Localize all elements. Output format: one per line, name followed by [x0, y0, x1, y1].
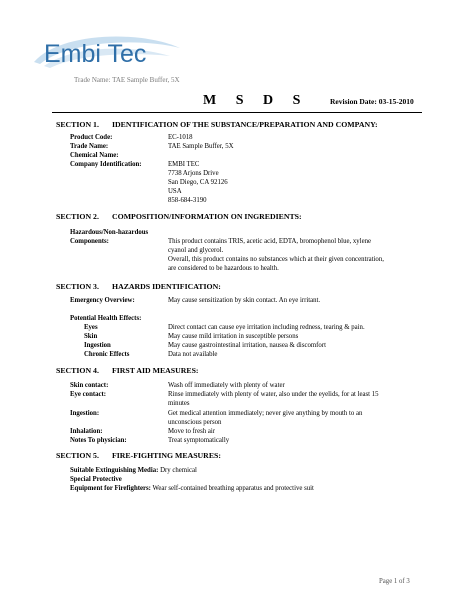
skin-contact-text: Wash off immediately with plenty of water [168, 382, 285, 389]
section-title: FIRE-FIGHTING MEASURES: [112, 451, 221, 460]
page-number: Page 1 of 3 [379, 578, 410, 585]
company-street: 7738 Arjons Drive [168, 170, 219, 177]
eyes-label: Eyes [84, 324, 98, 331]
ingestion-text: May cause gastrointestinal irritation, nausea & discomfort [168, 342, 326, 349]
eyes-text: Direct contact can cause eye irritation including redness, tearing & pain. [168, 324, 365, 331]
components-label: Components: [70, 238, 109, 245]
product-code-value: EC-1018 [168, 134, 193, 141]
firefighter-equipment-row [70, 484, 314, 493]
chronic-effects-text: Data not available [168, 351, 218, 358]
section-3-heading [56, 282, 221, 291]
eye-contact-text-line: Rinse immediately with plenty of water, also under the eyelids, for at least 15 [168, 391, 379, 398]
emergency-overview-text: May cause sensitization by skin contact. An eye irritant. [168, 297, 321, 304]
emergency-overview-label: Emergency Overview: [70, 297, 135, 304]
ingestion-aid-text-line: unconscious person [168, 419, 222, 426]
chemical-name-label: Chemical Name: [70, 152, 119, 159]
notes-to-physician-text: Treat symptomatically [168, 437, 230, 444]
skin-contact-label: Skin contact: [70, 382, 109, 389]
hazard-label: Hazardous/Non-hazardous [70, 229, 149, 236]
ingestion-aid-label: Ingestion: [70, 410, 100, 417]
product-code-label: Product Code: [70, 134, 113, 141]
chronic-effects-label: Chronic Effects [84, 351, 130, 358]
ingestion-aid-text-line: Get medical attention immediately; never give anything by mouth to an [168, 410, 363, 417]
eye-contact-text-line: minutes [168, 400, 190, 407]
section-2-heading [56, 212, 302, 221]
trade-name-header: Trade Name: TAE Sample Buffer, 5X [74, 76, 180, 84]
section-number: SECTION 3. [56, 282, 99, 291]
skin-label: Skin [84, 333, 98, 340]
trade-name-value: TAE Sample Buffer, 5X [168, 143, 234, 150]
firefighter-equipment-label: Equipment for Firefighters: [70, 485, 151, 492]
trade-name-label: Trade Name: [70, 143, 109, 150]
extinguishing-media-label: Suitable Extinguishing Media: [70, 467, 159, 474]
section-number: SECTION 1. [56, 120, 99, 129]
company-name: EMBI TEC [168, 161, 200, 168]
section-title: HAZARDS IDENTIFICATION: [112, 282, 221, 291]
section-5-heading [56, 451, 221, 460]
special-protective-label: Special Protective [70, 476, 122, 483]
section-title: COMPOSITION/INFORMATION ON INGREDIENTS: [112, 212, 302, 221]
firefighter-equipment-text: Wear self-contained breathing apparatus and protective suit [152, 485, 314, 492]
potential-health-effects-label: Potential Health Effects: [70, 315, 142, 322]
header-divider [52, 112, 422, 113]
company-identification-label: Company Identification: [70, 161, 142, 168]
section-number: SECTION 2. [56, 212, 99, 221]
extinguishing-media-row [70, 466, 197, 475]
ingestion-label: Ingestion [84, 342, 111, 349]
section-1-heading [56, 120, 378, 129]
components-text-line: are considered to be hazardous to health. [168, 265, 279, 272]
revision-date: Revision Date: 03-15-2010 [330, 97, 414, 106]
company-country: USA [168, 188, 182, 195]
embi-tec-logo [30, 28, 190, 72]
components-text-line: Overall, this product contains no substances which at their given concentration, [168, 256, 384, 263]
section-number: SECTION 5. [56, 451, 99, 460]
extinguishing-media-text: Dry chemical [160, 467, 197, 474]
company-city: San Diego, CA 92126 [168, 179, 228, 186]
notes-to-physician-label: Notes To physician: [70, 437, 127, 444]
page-title: M S D S [203, 93, 309, 108]
section-number: SECTION 4. [56, 366, 99, 375]
skin-text: May cause mild irritation in susceptible persons [168, 333, 299, 340]
logo-text: Embi Tec [44, 40, 147, 68]
section-4-heading [56, 366, 199, 375]
components-text-line: cyanol and glycerol. [168, 247, 224, 254]
inhalation-label: Inhalation: [70, 428, 103, 435]
components-text-line: This product contains TRIS, acetic acid, EDTA, bromophenol blue, xylene [168, 238, 371, 245]
inhalation-text: Move to fresh air [168, 428, 215, 435]
eye-contact-label: Eye contact: [70, 391, 107, 398]
section-title: FIRST AID MEASURES: [112, 366, 199, 375]
section-title: IDENTIFICATION OF THE SUBSTANCE/PREPARATION AND COMPANY: [112, 120, 378, 129]
company-phone: 858-684-3190 [168, 197, 207, 204]
